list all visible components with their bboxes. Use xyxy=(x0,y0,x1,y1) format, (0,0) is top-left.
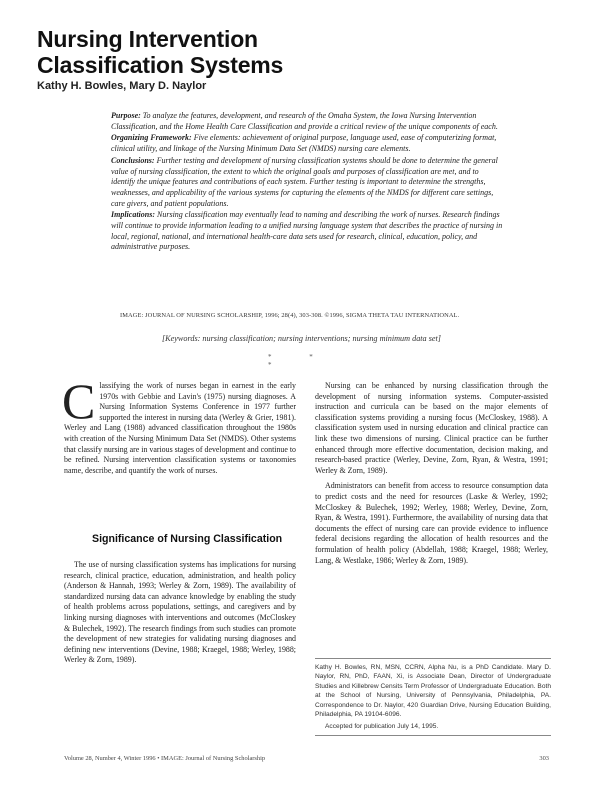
significance-paragraph xyxy=(64,560,296,671)
article-title xyxy=(37,26,283,78)
keywords: [Keywords: nursing classification; nursing interventions; nursing minimum data set] xyxy=(162,334,441,343)
abstract-conclusions xyxy=(111,156,503,210)
right-column xyxy=(315,381,548,571)
accepted-date: Accepted for publication July 14, 1995. xyxy=(325,723,439,731)
author-info-box xyxy=(315,658,551,736)
abstract-label: Organizing Framework: xyxy=(111,133,192,143)
abstract-text: Further testing and development of nursing classification systems should be done to determine the general value of nursing classification, the extent to which the original goals and purposes of classification are met, and to identify the unique features and contributions of each system. Further testing is important to determine the strengths, weaknesses, and applicability of the various systems for capturing the elements of the NMDS for different care settings, care givers, and patient populations. xyxy=(111,155,498,208)
abstract-implications xyxy=(111,210,503,253)
right-paragraph-1: Nursing can be enhanced by nursing classification through the development of nursing information systems. Computer-assisted instruction and curricula can be based on the major elements of classification systems providing a nursing focus (McCloskey, 1988). A classification system used in nursing education and clinical practice can link these two dimensions of nursing. Clinical practice can be further enhanced through more effective documentation, decision making, and research-based practice (Werley, Devine, Zorn, Ryan, & Westra, 1991; Werley & Zorn, 1989). xyxy=(315,381,548,475)
author-names: Kathy H. Bowles, Mary D. Naylor xyxy=(37,80,207,92)
journal-citation: IMAGE: JOURNAL OF NURSING SCHOLARSHIP, 1996; 28(4), 303-308. ©1996, SIGMA THETA TAU INTERNATIONAL. xyxy=(120,312,460,319)
title-line-1: Nursing Intervention xyxy=(37,26,258,52)
abstract-label: Purpose: xyxy=(111,111,141,120)
title-line-2: Classification Systems xyxy=(37,52,284,78)
section-heading: Significance of Nursing Classification xyxy=(92,533,283,545)
abstract-text: Nursing classification may eventually lead to naming and describing the work of nurses. Research findings will continue to provide information leading to a unified nursing language system that describes the practice of nursing in local, regional, national, and international health-care data sets used for research, clinical, education, policy, and administrative purposes. xyxy=(111,210,503,252)
abstract-framework xyxy=(111,133,503,154)
abstract-purpose xyxy=(111,111,503,132)
abstract-label: Implications: xyxy=(111,210,156,220)
abstract-label: Conclusions: xyxy=(111,155,155,165)
intro-paragraph xyxy=(62,373,296,476)
section-ornament: * * * xyxy=(268,353,331,369)
intro-text: lassifying the work of nurses began in earnest in the early 1970s with Gebbie and Lavin's (1975) nursing diagnoses. A Nursing Information Systems Conference in 1977 further supported the interest in nursing data (Werley & Grier, 1981). Werley and Lang (1988) advanced classification throughout the 1980s with creation of the Nursing Minimum Data Set (NMDS). Other systems that classify nursing are in various stages of development and continue to be refined. Nursing intervention classification systems or taxonomies name, describe, and quantify the work of nurses. xyxy=(64,381,296,475)
significance-text: The use of nursing classification systems has implications for nursing research, clinical practice, education, administration, and health policy (Anderson & Hannah, 1993; Werley & Zorn, 1989). The availability of standardized nursing data can advance knowledge by enabling the study of health problems across populations, settings, and caregivers and by linking nursing diagnoses with interventions and outcomes (McCloskey & Bulechek, 1992). The research findings from such studies can promote the development of new strategies for validating nursing diagnoses and defining new interventions (Devine, 1988; Kraegel, 1988; Werley, 1988; Werley & Zorn, 1989). xyxy=(64,560,296,665)
footer-journal: Volume 28, Number 4, Winter 1996 • IMAGE: Journal of Nursing Scholarship xyxy=(64,755,266,762)
abstract-text: To analyze the features, development, and research of the Omaha System, the Iowa Nursing Intervention Classification, and the Home Health Care Classification and provide a critical review of the unique components of each. xyxy=(111,111,498,131)
abstract xyxy=(111,111,503,254)
drop-cap: C xyxy=(62,373,96,429)
author-bio: Kathy H. Bowles, RN, MSN, CCRN, Alpha Nu, is a PhD Candidate. Mary D. Naylor, RN, PhD, FAAN, Xi, is Associate Dean, Director of Undergraduate Studies and Killebrew Censits Term Professor of Undergraduate Education. Both at the School of Nursing, University of Pennsylvania, Philadelphia, PA. Correspondence to Dr. Naylor, 420 Guardian Drive, Nursing Education Building, Philadelphia, PA 19104-6096. xyxy=(315,664,551,719)
right-paragraph-2: Administrators can benefit from access to resource consumption data to predict costs and the need for resources (Laske & Werley, 1992; McCloskey & Bulechek, 1992; Werley, 1988; Werley, Devine, Zorn, Ryan, & Westra, 1991). Furthermore, the availability of nursing data that documents the effect of nursing care can provide evidence to influence federal decisions regarding the allocation of health resources and the formulation of health policy (Abdellah, 1988; Kraegel, 1988; Werley, Lang, & Westlake, 1986; Werley & Zorn, 1989). xyxy=(315,481,548,565)
abstract-text: Five elements: achievement of original purpose, language used, ease of computerizing format, clinical utility, and linkage of the Nursing Minimum Data Set (NMDS) nursing care elements. xyxy=(111,133,497,154)
page-number: 303 xyxy=(539,755,549,762)
